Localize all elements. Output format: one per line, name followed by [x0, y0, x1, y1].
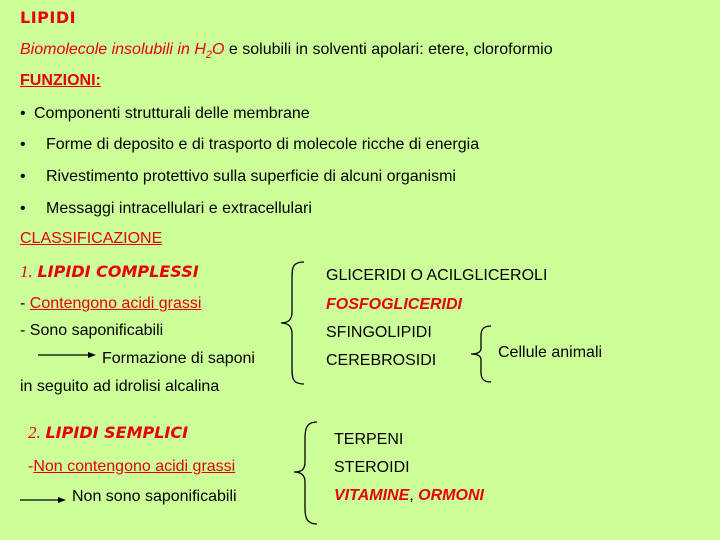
subtitle-italic: Biomolecole insolubili in H — [20, 41, 206, 58]
classificazione-heading: CLASSIFICAZIONE — [20, 230, 163, 247]
left-brace-icon — [278, 260, 308, 386]
complessi-item: GLICERIDI O ACILGLICEROLI — [326, 267, 548, 284]
complessi-item: SFINGOLIPIDI — [326, 324, 432, 341]
subtitle-italic-end: O — [212, 41, 225, 58]
semplici-name: LIPIDI SEMPLICI — [45, 423, 189, 442]
complessi-number: 1. — [20, 262, 33, 281]
complessi-saponificabili: - Sono saponificabili — [20, 322, 164, 339]
complessi-name: LIPIDI COMPLESSI — [37, 262, 199, 281]
semplici-item — [334, 487, 484, 505]
semplici-title — [28, 423, 188, 443]
funzione-item — [20, 105, 310, 123]
complessi-item: CEREBROSIDI — [326, 352, 437, 369]
cellule-animali: Cellule animali — [498, 344, 603, 361]
bullet-icon: • — [20, 168, 26, 185]
funzione-item — [20, 200, 312, 218]
arrow-right-icon — [20, 492, 70, 508]
funzione-label: Messaggi intracellulari e extracellulari — [46, 200, 312, 217]
funzione-item — [20, 136, 479, 154]
complessi-title — [20, 262, 199, 282]
dash: - — [28, 458, 34, 475]
formazione-saponi: Formazione di saponi — [102, 350, 255, 367]
subtitle-rest: e solubili in solventi apolari: etere, cloroformio — [224, 41, 553, 58]
semplici-item: STEROIDI — [334, 459, 410, 476]
page-title: LIPIDI — [20, 8, 77, 27]
dash: - — [20, 295, 30, 312]
subtitle-sub: 2 — [205, 49, 212, 62]
idrolisi-alcalina: in seguito ad idrolisi alcalina — [20, 378, 220, 395]
semplici-acidi-line — [28, 458, 235, 476]
bullet-icon: • — [20, 136, 26, 153]
left-brace-icon — [291, 420, 321, 526]
bullet-icon: • — [20, 105, 26, 122]
complessi-acidi-line — [20, 295, 201, 313]
vitamine-label: VITAMINE — [334, 487, 410, 504]
ormoni-label: ORMONI — [418, 487, 484, 504]
funzione-label: Forme di deposito e di trasporto di molecole ricche di energia — [46, 136, 480, 153]
funzione-label: Componenti strutturali delle membrane — [34, 105, 310, 122]
comma: , — [409, 487, 414, 504]
bullet-icon: • — [20, 200, 26, 217]
funzione-label: Rivestimento protettivo sulla superficie di alcuni organismi — [46, 168, 456, 185]
subtitle — [20, 41, 553, 61]
semplici-acidi: Non contengono acidi grassi — [33, 458, 236, 475]
funzioni-heading: FUNZIONI: — [20, 72, 101, 89]
semplici-item: TERPENI — [334, 431, 404, 448]
arrow-right-icon — [38, 345, 98, 365]
funzione-item — [20, 168, 456, 186]
complessi-item: FOSFOGLICERIDI — [326, 296, 462, 313]
semplici-number: 2. — [28, 423, 41, 442]
non-saponificabili: Non sono saponificabili — [72, 488, 237, 505]
left-brace-icon — [467, 324, 495, 384]
complessi-acidi: Contengono acidi grassi — [29, 295, 202, 312]
